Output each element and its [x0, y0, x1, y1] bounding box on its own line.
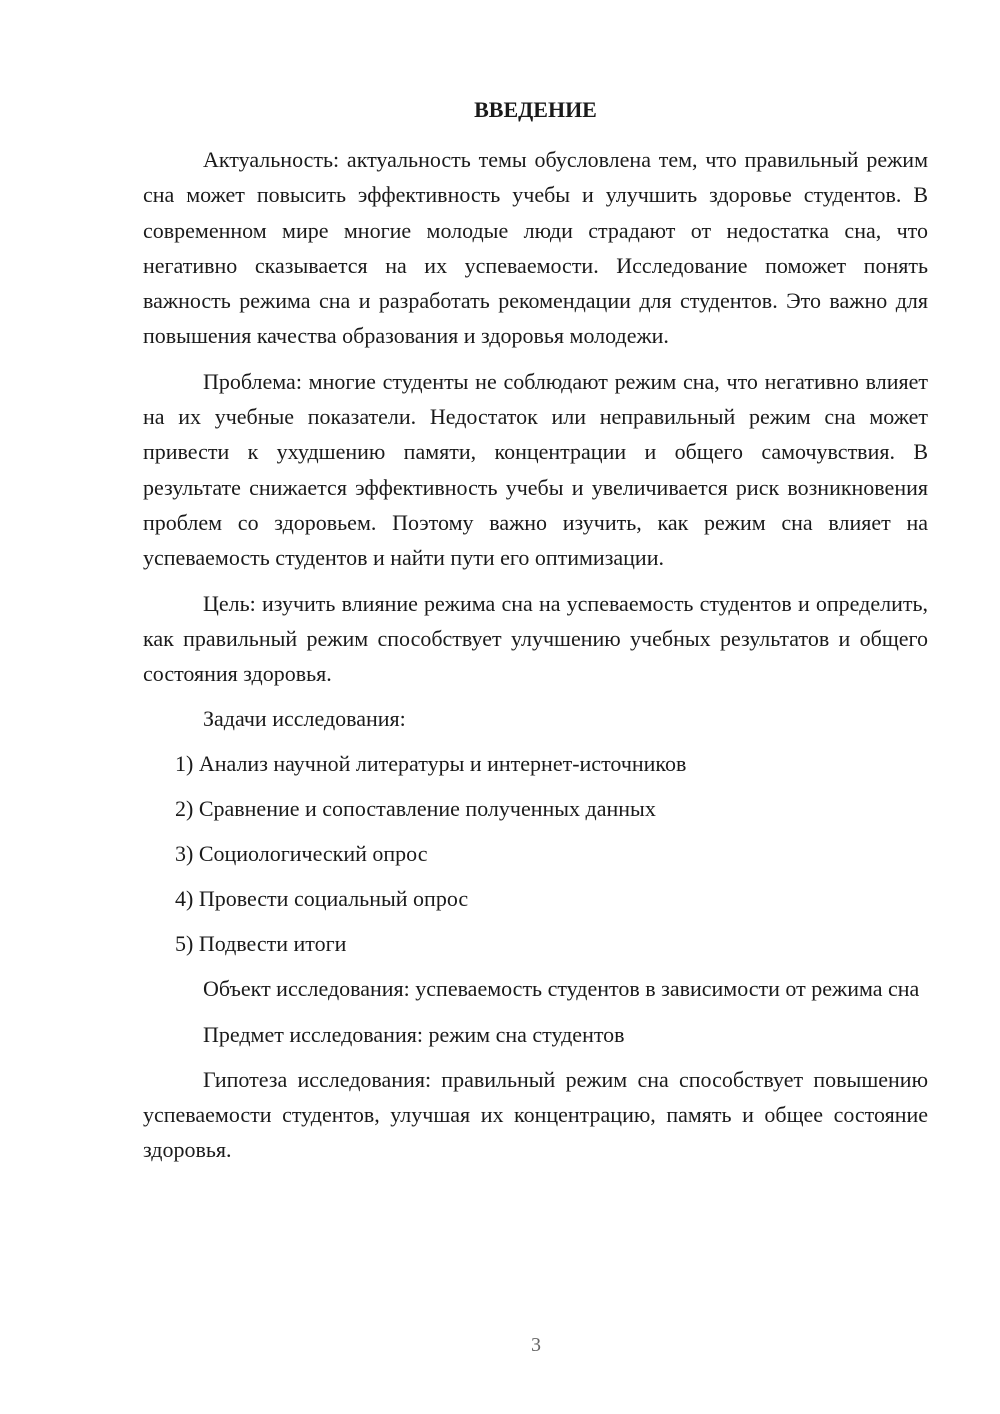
document-page [143, 96, 928, 1178]
problem-paragraph: Проблема: многие студенты не соблюдают режим сна, что негативно влияет на их учебные показатели. Недостаток или неправильный режим сна может привести к ухудшению памяти, концентрации и общего самочувствия. В результате снижается эффективность учебы и увеличивается риск возникновения проблем со здоровьем. Поэтому важно изучить, как режим сна влияет на успеваемость студентов и найти пути его оптимизации. [143, 368, 928, 571]
tasks-heading: Задачи исследования: [203, 706, 406, 732]
object-paragraph: Объект исследования: успеваемость студентов в зависимости от режима сна [203, 976, 920, 1002]
goal-paragraph: Цель: изучить влияние режима сна на успеваемость студентов и определить, как правильный режим способствует улучшению учебных результатов и общего состояния здоровья. [143, 590, 928, 687]
hypothesis-paragraph: Гипотеза исследования: правильный режим сна способствует повышению успеваемости студентов, улучшая их концентрацию, память и общее состояние здоровья. [143, 1066, 928, 1163]
tasks-list [143, 746, 928, 961]
page-number: 3 [531, 1334, 541, 1356]
task-item: 5) Подвести итоги [175, 931, 347, 957]
page-title: ВВЕДЕНИЕ [474, 97, 597, 122]
task-item: 1) Анализ научной литературы и интернет-источников [175, 751, 687, 777]
subject-paragraph: Предмет исследования: режим сна студентов [203, 1021, 625, 1047]
task-item: 4) Провести социальный опрос [175, 886, 469, 912]
task-item: 3) Социологический опрос [175, 841, 428, 867]
relevance-paragraph: Актуальность: актуальность темы обусловлена тем, что правильный режим сна может повысить эффективность учебы и улучшить здоровье студентов. В современном мире многие молодые люди страдают от недостатка сна, что негативно сказывается на их успеваемости. Исследование поможет понять важность режима сна и разработать рекомендации для студентов. Это важно для повышения качества образования и здоровья молодежи. [143, 147, 928, 349]
task-item: 2) Сравнение и сопоставление полученных данных [175, 796, 656, 822]
